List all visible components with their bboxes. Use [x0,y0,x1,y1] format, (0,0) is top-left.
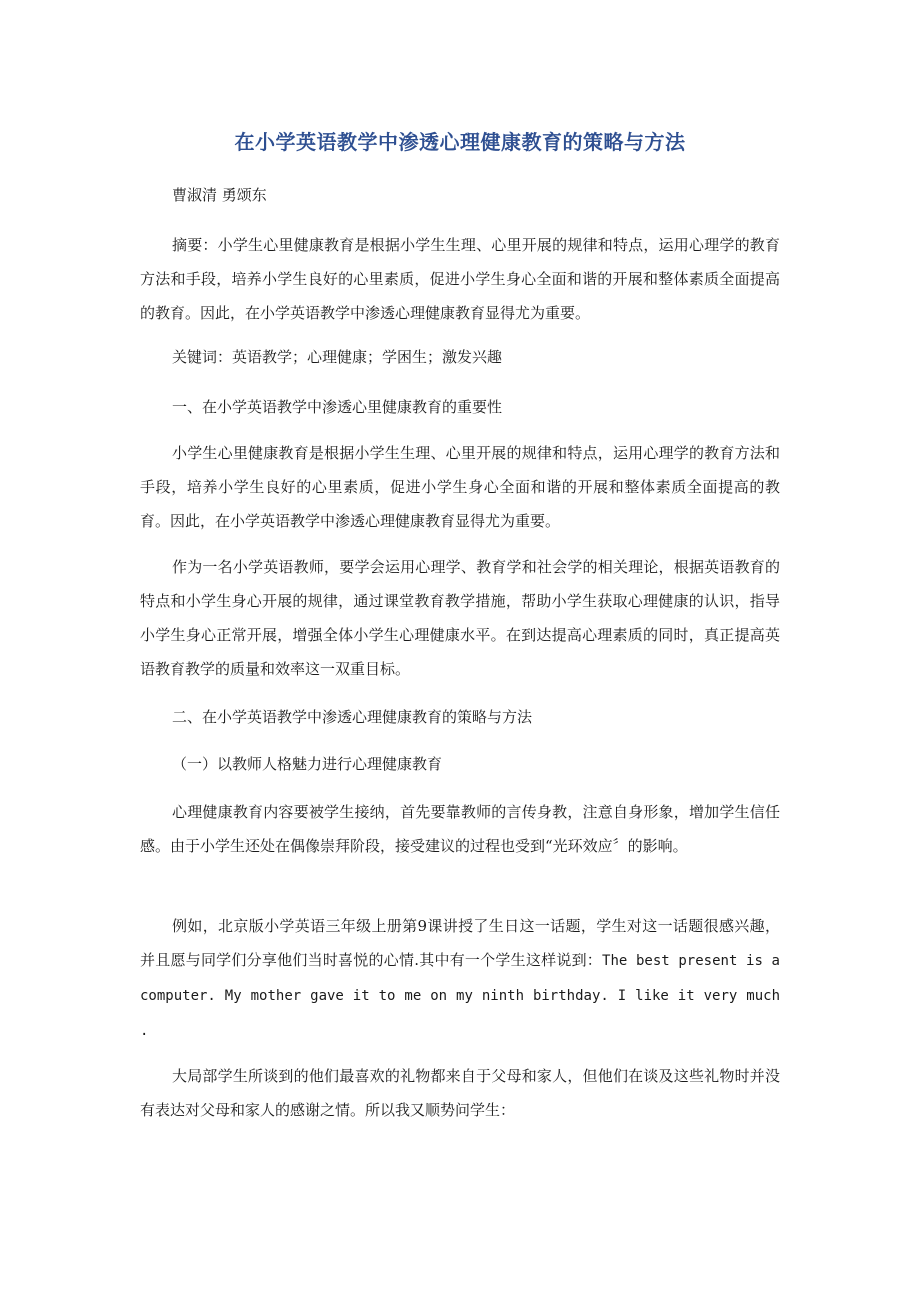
section-1-paragraph-2: 作为一名小学英语教师，要学会运用心理学、教育学和社会学的相关理论，根据英语教育的特点和小学生身心开展的规律，通过课堂教育教学措施，帮助小学生获取心理健康的认识，指导小学生身心正常开展，增强全体小学生心理健康水平。在到达提高心理素质的同时，真正提高英语教育教学的质量和效率这一双重目标。 [140,558,780,678]
subsection-1-heading: （一）以教师人格魅力进行心理健康教育 [172,755,443,773]
document-title: 在小学英语教学中渗透心理健康教育的策略与方法 [234,130,686,154]
section-1-heading: 一、在小学英语教学中渗透心里健康教育的重要性 [172,398,503,416]
section-1-paragraph-1: 小学生心里健康教育是根据小学生生理、心里开展的规律和特点，运用心理学的教育方法和手段，培养小学生良好的心里素质，促进小学生身心全面和谐的开展和整体素质全面提高的教育。因此，在小学英语教学中渗透心理健康教育显得尤为重要。 [140,444,780,530]
subsection-1-paragraph-2 [140,909,780,1048]
subsection-1-paragraph-3: 大局部学生所谈到的他们最喜欢的礼物都来自于父母和家人，但他们在谈及这些礼物时并没有表达对父母和家人的感谢之情。所以我又顺势问学生： [140,1067,780,1119]
paragraph-2-chinese-text: 例如，北京版小学英语三年级上册第9课讲授了生日这一话题，学生对这一话题很感兴趣，并且愿与同学们分享他们当时喜悦的心情.其中有一个学生这样说到： [140,917,780,969]
authors: 曹淑清 勇颂东 [172,186,267,204]
subsection-1-paragraph-1: 心理健康教育内容要被学生接纳，首先要靠教师的言传身教，注意自身形象，增加学生信任感。由于小学生还处在偶像崇拜阶段，接受建议的过程也受到“光环效应〞的影响。 [140,803,780,855]
keywords: 关键词：英语教学；心理健康；学困生；激发兴趣 [172,348,503,366]
abstract-paragraph: 摘要：小学生心里健康教育是根据小学生生理、心里开展的规律和特点，运用心理学的教育方法和手段，培养小学生良好的心里素质，促进小学生身心全面和谐的开展和整体素质全面提高的教育。因此，在小学英语教学中渗透心理健康教育显得尤为重要。 [140,236,780,322]
section-2-heading: 二、在小学英语教学中渗透心理健康教育的策略与方法 [172,708,533,726]
paragraph-2-english-quote: The best present is a computer. My mother gave it to me on my ninth birthday. I like it very much . [140,953,780,1039]
